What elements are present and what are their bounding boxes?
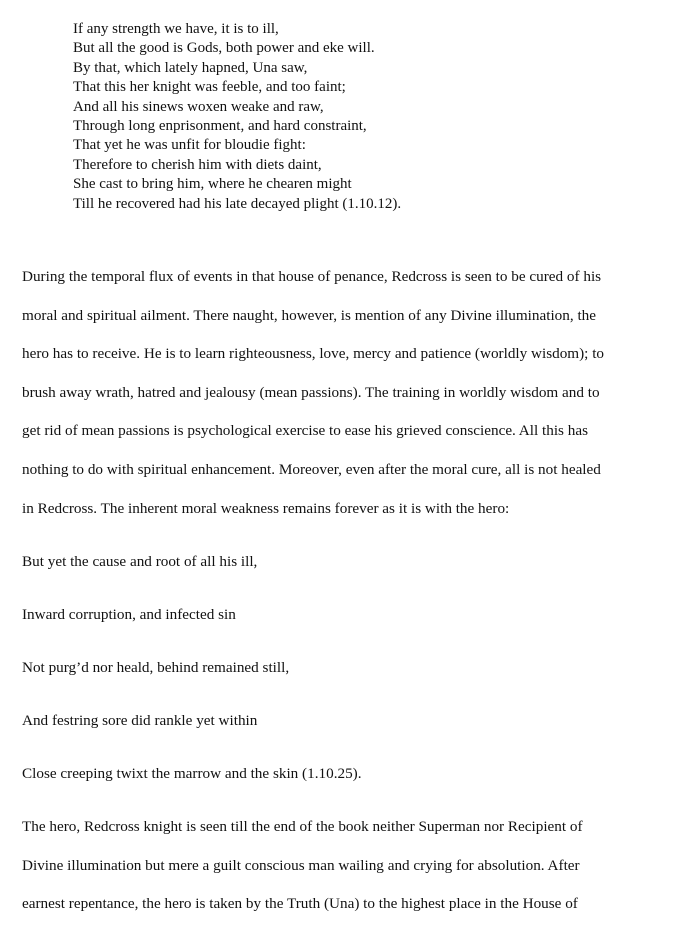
paragraph-line: moral and spiritual ailment. There naught, however, is mention of any Divine illumination, the	[22, 306, 596, 324]
verse-line: That this her knight was feeble, and too faint;	[73, 79, 346, 96]
quoted-verse-line: But yet the cause and root of all his ill,	[22, 553, 258, 570]
verse-line: Till he recovered had his late decayed plight (1.10.12).	[73, 195, 402, 212]
paragraph-line: hero has to receive. He is to learn righteousness, love, mercy and patience (worldly wisdom); to	[22, 345, 605, 363]
paragraph-line: Divine illumination but mere a guilt conscious man wailing and crying for absolution. After	[22, 856, 580, 874]
quoted-verse-line: Close creeping twixt the marrow and the skin (1.10.25).	[22, 765, 362, 782]
verse-line: Through long enprisonment, and hard constraint,	[73, 118, 367, 135]
paragraph-line: The hero, Redcross knight is seen till the end of the book neither Superman nor Recipient of	[22, 818, 583, 835]
verse-line: By that, which lately hapned, Una saw,	[73, 59, 308, 76]
paragraph-line: in Redcross. The inherent moral weakness remains forever as it is with the hero:	[22, 499, 510, 517]
paragraph-line: nothing to do with spiritual enhancement. Moreover, even after the moral cure, all is not healed	[22, 460, 601, 478]
verse-line: That yet he was unfit for bloudie fight:	[73, 137, 306, 154]
quoted-verse-line: Inward corruption, and infected sin	[22, 606, 236, 623]
paragraph-line: earnest repentance, the hero is taken by the Truth (Una) to the highest place in the House of	[22, 895, 578, 913]
body-paragraph	[22, 808, 682, 924]
verse-line: If any strength we have, it is to ill,	[73, 21, 279, 37]
verse-line: And all his sinews woxen weake and raw,	[73, 98, 324, 115]
paragraph-line: get rid of mean passions is psychological exercise to ease his grieved conscience. All this has	[22, 422, 589, 440]
body-paragraph	[22, 258, 682, 528]
block-quote-verse	[73, 20, 401, 214]
verse-line: But all the good is Gods, both power and eke will.	[73, 40, 375, 57]
quoted-verse-line: And festring sore did rankle yet within	[22, 712, 258, 729]
verse-line: Therefore to cherish him with diets daint,	[73, 156, 322, 173]
verse-line: She cast to bring him, where he chearen might	[73, 176, 352, 193]
quoted-verse-line: Not purg’d nor heald, behind remained still,	[22, 659, 290, 676]
paragraph-line: During the temporal flux of events in that house of penance, Redcross is seen to be cured of his	[22, 268, 602, 285]
paragraph-line: brush away wrath, hatred and jealousy (mean passions). The training in worldly wisdom and to	[22, 383, 600, 401]
